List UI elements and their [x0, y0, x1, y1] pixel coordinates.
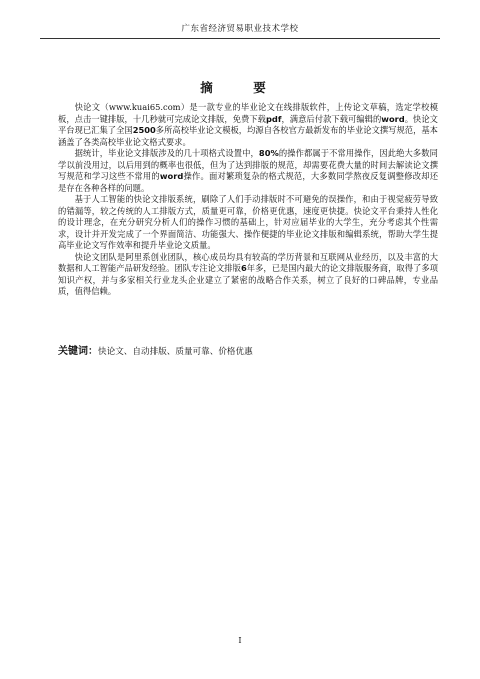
abstract-body — [58, 102, 438, 298]
keywords-label: 关键词： — [58, 346, 98, 357]
abstract-title: 摘 要 — [200, 80, 280, 95]
keywords-line — [58, 346, 438, 358]
keywords-list: 快论文、自动排版、质量可靠、价格优惠 — [98, 347, 253, 357]
page-header — [40, 22, 440, 39]
abstract-paragraph-3: 基于人工智能的快论文排版系统，刷除了人们手动排版时不可避免的误操作，和由于视觉疲劳导致的错漏等，较之传统的人工排版方式，质量更可靠，价格更优惠，速度更快捷。快论文平台秉持人性化的设计理念，在充分研究分析人们的操作习惯的基础上，针对应届毕业的大学生，充分考虑其个性需求，设计并开发完成了一个界面简洁、功能强大、操作便捷的毕业论文排版和编辑系统，帮助大学生提高毕业论文写作效率和提升毕业论文质量。 — [58, 194, 438, 250]
page-number: I — [238, 636, 242, 645]
page-header-school-name: 广东省经济贸易职业技术学校 — [181, 24, 299, 34]
abstract-paragraph-2: 据统计，毕业论文排版涉及的几十项格式设置中，80%的操作都属于不常用操作，因此绝大多数同学以前没用过，以后用到的概率也很低，但为了达到排版的规范，却需要花费大量的时间去解读论文撰写规范和学习这些不常用的word操作。面对繁琐复杂的格式规范，大多数同学熬夜反复调整修改却还是存在各种各样的问题。 — [58, 148, 438, 193]
abstract-paragraph-4: 快论文团队是阿里系创业团队，核心成员均具有较高的学历背景和互联网从业经历，以及丰富的大数据和人工智能产品研发经验。团队专注论文排版6年多，已是国内最大的论文排版服务商，取得了多项知识产权，并与多家相关行业龙头企业建立了紧密的战略合作关系，树立了良好的口碑品牌，专业品质，值得信赖。 — [58, 251, 438, 296]
abstract-paragraph-1: 快论文（www.kuai65.com）是一款专业的毕业论文在线排版软件，上传论文草稿，选定学校模板，点击一键排版，十几秒就可完成论文排版，免费下载pdf，满意后付款下载可编辑的word。快论文平台现已汇集了全国2500多所高校毕业论文模板，均源自各校官方最新发布的毕业论文撰写规范，基本涵盖了各类高校毕业论文格式要求。 — [58, 102, 438, 147]
